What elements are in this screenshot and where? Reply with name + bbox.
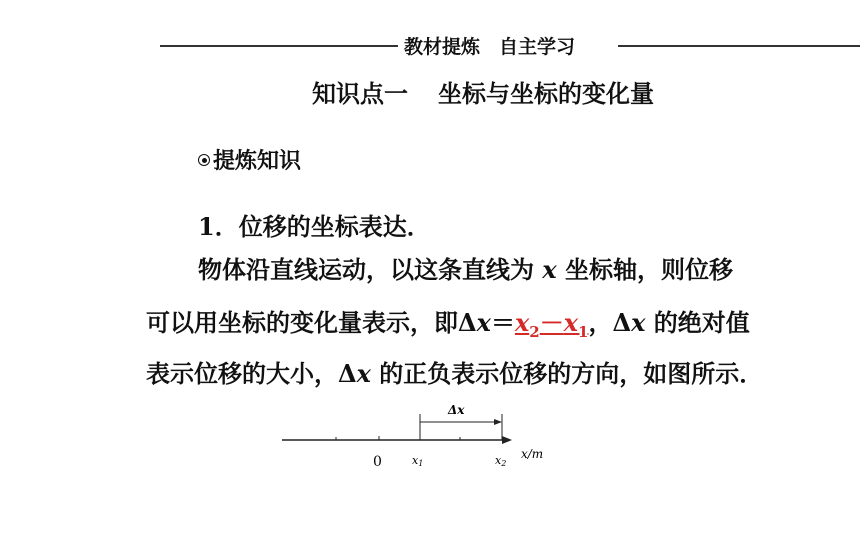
text-segment: 物体沿直线运动，以这条直线为 bbox=[198, 255, 543, 284]
delta-label: Δx bbox=[448, 403, 465, 417]
text-segment: ， bbox=[588, 308, 613, 337]
answer-minus: － bbox=[539, 308, 564, 337]
variable-x: x bbox=[542, 255, 557, 284]
header-rule-right bbox=[618, 45, 860, 47]
x2-label bbox=[495, 454, 506, 468]
section-header bbox=[160, 32, 860, 60]
topic-number: 知识点一 bbox=[312, 79, 408, 108]
point-heading bbox=[198, 207, 431, 242]
header-rule-left bbox=[160, 45, 398, 47]
topic-name: 坐标与坐标的变化量 bbox=[438, 79, 654, 108]
answer-formula bbox=[514, 308, 589, 341]
point-title: 位移的坐标表达． bbox=[238, 212, 431, 241]
answer-x2: x bbox=[514, 308, 530, 337]
section-label bbox=[198, 144, 301, 175]
origin-label: 0 bbox=[373, 454, 382, 470]
x1-label bbox=[412, 454, 423, 468]
x2-letter: x bbox=[495, 454, 502, 467]
variable-x: x bbox=[356, 359, 371, 388]
axis-arrow-icon bbox=[502, 436, 512, 444]
point-number: 1． bbox=[198, 212, 239, 241]
text-segment: 的绝对值 bbox=[645, 308, 750, 337]
x1-letter: x bbox=[412, 454, 419, 467]
bullet-icon bbox=[198, 154, 210, 166]
text-segment: 可以用坐标的变化量表示，即 bbox=[146, 308, 458, 337]
variable-x: x bbox=[631, 308, 646, 337]
delta-symbol: Δ bbox=[458, 308, 477, 337]
section-label-text: 提炼知识 bbox=[213, 148, 302, 174]
delta-symbol: Δ bbox=[612, 308, 632, 337]
text-segment: 的正负表示位移的方向，如图所示． bbox=[370, 359, 764, 388]
axis-unit-label: x/m bbox=[521, 447, 544, 461]
answer-sub-2: 2 bbox=[529, 322, 540, 341]
text-segment: 表示位移的大小， bbox=[146, 359, 338, 388]
answer-sub-1: 1 bbox=[578, 322, 589, 341]
header-title: 教材提炼 自主学习 bbox=[404, 36, 576, 58]
topic-title bbox=[312, 74, 654, 109]
answer-x1: x bbox=[563, 308, 578, 337]
variable-x: x bbox=[476, 308, 491, 337]
equals-sign: ＝ bbox=[490, 308, 515, 337]
x1-subscript: 1 bbox=[418, 459, 424, 468]
paragraph-line-3 bbox=[146, 358, 806, 390]
delta-symbol: Δ bbox=[338, 359, 357, 388]
text-segment: 坐标轴，则位移 bbox=[556, 255, 734, 284]
delta-arrow-head-icon bbox=[494, 419, 502, 425]
x2-subscript: 2 bbox=[501, 459, 507, 468]
coordinate-axis-diagram bbox=[276, 400, 576, 480]
paragraph-line-2 bbox=[146, 307, 806, 348]
paragraph-line-1 bbox=[198, 254, 858, 286]
